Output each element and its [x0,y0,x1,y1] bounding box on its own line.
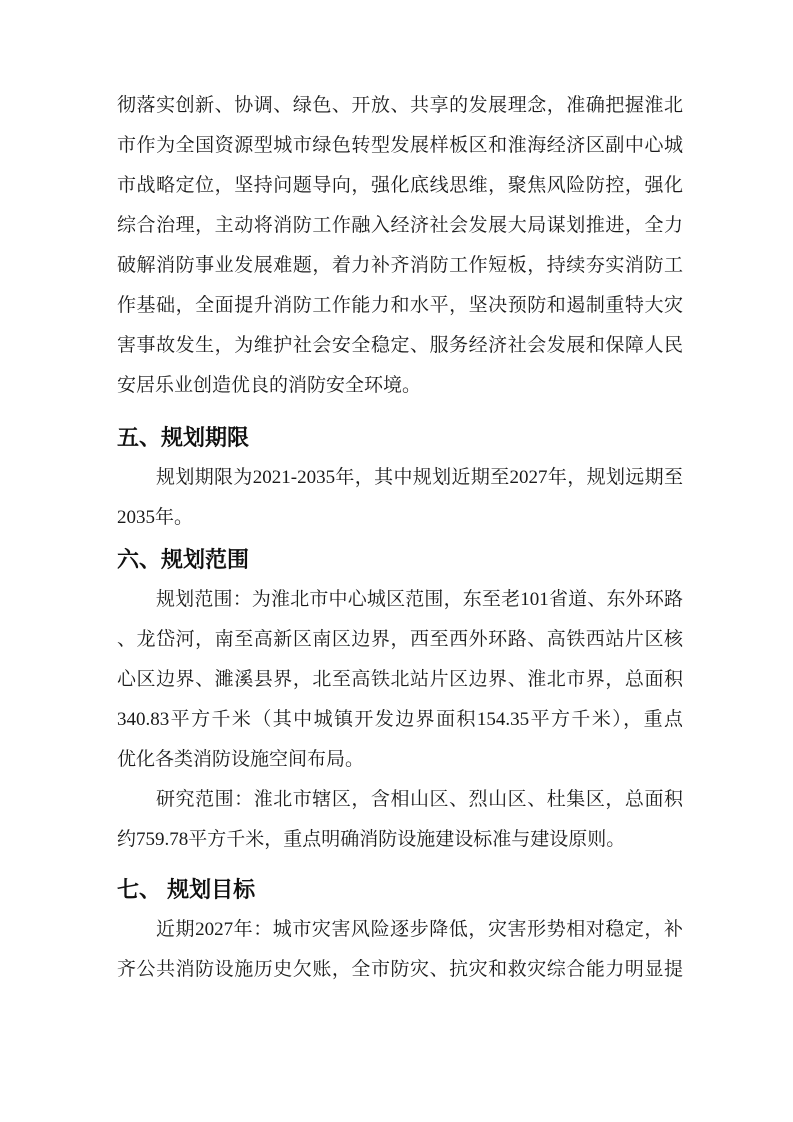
text-line: 近期2027年：城市灾害风险逐步降低，灾害形势相对稳定，补 [156,919,683,940]
text-line: 心区边界、濉溪县界，北至高铁北站片区边界、淮北市界，总面积 [117,669,683,690]
planning-goals-paragraph [117,910,683,990]
text-line: 规划期限为2021-2035年，其中规划近期至2027年，规划远期至 [156,467,683,488]
section-planning-period [117,418,683,538]
research-scope-paragraph [117,780,683,860]
intro-paragraph [117,86,683,406]
text-line: 市战略定位，坚持问题导向，强化底线思维，聚焦风险防控，强化 [117,175,683,196]
text-line: 齐公共消防设施历史欠账，全市防灾、抗灾和救灾综合能力明显提 [117,959,683,980]
section-heading: 六、规划范围 [117,547,250,572]
text-line: 2035年。 [117,507,194,528]
text-line: 340.83平方千米（其中城镇开发边界面积154.35平方千米），重点 [117,709,683,730]
text-line: 优化各类消防设施空间布局。 [117,749,365,770]
text-line: 约759.78平方千米，重点明确消防设施建设标准与建设原则。 [117,829,626,850]
text-line: 市作为全国资源型城市绿色转型发展样板区和淮海经济区副中心城 [117,135,683,156]
section-planning-scope [117,540,683,860]
page-content [117,86,683,990]
section-heading: 五、规划期限 [117,425,250,450]
text-line: 害事故发生，为维护社会安全稳定、服务经济社会发展和保障人民 [117,335,683,356]
text-line: 、龙岱河，南至高新区南区边界，西至西外环路、高铁西站片区核 [117,629,683,650]
text-line: 研究范围：淮北市辖区，含相山区、烈山区、杜集区，总面积 [156,789,683,810]
text-line: 作基础，全面提升消防工作能力和水平，坚决预防和遏制重特大灾 [117,295,683,316]
section-planning-goals [117,870,683,990]
text-line: 规划范围：为淮北市中心城区范围，东至老101省道、东外环路 [156,589,683,610]
planning-period-paragraph [117,458,683,538]
text-line: 彻落实创新、协调、绿色、开放、共享的发展理念，准确把握淮北 [117,95,683,116]
text-line: 综合治理，主动将消防工作融入经济社会发展大局谋划推进，全力 [117,215,683,236]
text-line: 破解消防事业发展难题，着力补齐消防工作短板，持续夯实消防工 [117,255,683,276]
section-heading: 七、 规划目标 [117,877,256,902]
text-line: 安居乐业创造优良的消防安全环境。 [117,375,422,396]
planning-scope-paragraph [117,580,683,780]
